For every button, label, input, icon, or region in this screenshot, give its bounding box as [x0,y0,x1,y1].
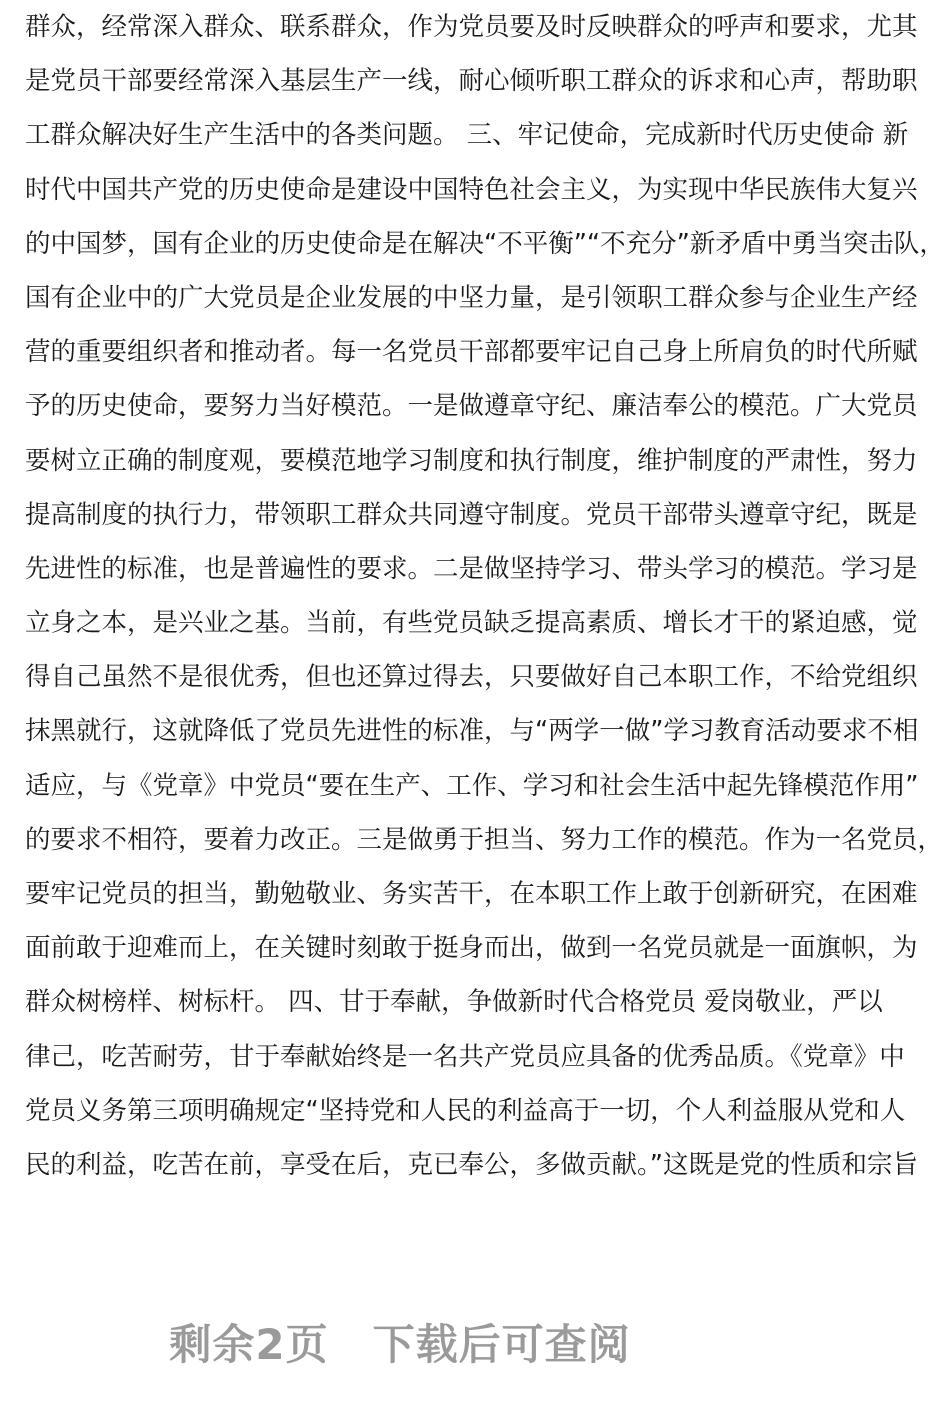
text-line: 党员义务第三项明确规定“坚持党和人民的利益高于一切，个人利益服从党和人 [25,1095,906,1126]
text-line: 抹黑就行，这就降低了党员先进性的标准，与“两学一做”学习教育活动要求不相 [25,716,919,747]
download-to-view-text[interactable]: 下载后可查阅 [372,1320,631,1369]
text-line: 工群众解决好生产生活中的各类问题。 三、牢记使命，完成新时代历史使命 新 [25,120,909,151]
text-line: 先进性的标准，也是普遍性的要求。二是做坚持学习、带头学习的模范。学习是 [25,553,918,584]
text-line: 得自己虽然不是很优秀，但也还算过得去，只要做好自己本职工作，不给党组织 [25,662,918,693]
text-line: 群众树榜样、树标杆。 四、甘于奉献，争做新时代合格党员 爱岗敬业，严以 [25,987,883,1018]
text-line: 民的利益，吃苦在前，享受在后，克已奉公，多做贡献。”这既是党的性质和宗旨 [25,1149,918,1180]
text-line: 要牢记党员的担当，勤勉敬业、务实苦干，在本职工作上敢于创新研究，在困难 [25,879,918,909]
text-line: 适应，与《党章》中党员“要在生产、工作、学习和社会生活中起先锋模范作用” [25,770,919,801]
text-line: 群众，经常深入群众、联系群众，作为党员要及时反映群众的呼声和要求，尤其 [25,12,918,42]
text-line: 面前敢于迎难而上，在关键时刻敢于挺身而出，做到一名党员就是一面旗帜，为 [25,933,918,964]
text-line: 的中国梦，国有企业的历史使命是在解决“不平衡”“不充分”新矛盾中勇当突击队， [25,228,945,259]
text-line: 予的历史使命，要努力当好模范。一是做遵章守纪、廉洁奉公的模范。广大党员 [25,391,918,422]
text-line: 时代中国共产党的历史使命是建设中国特色社会主义，为实现中华民族伟大复兴 [25,174,918,205]
text-line: 立身之本，是兴业之基。当前，有些党员缺乏提高素质、增长才干的紧迫感，觉 [25,608,918,639]
text-line: 国有企业中的广大党员是企业发展的中坚力量，是引领职工群众参与企业生产经 [25,282,918,313]
document-body [25,0,945,1192]
text-line: 律己，吃苦耐劳，甘于奉献始终是一名共产党员应具备的优秀品质。《党章》中 [25,1041,905,1072]
remaining-pages-text: 剩余2页 [169,1320,329,1369]
text-line: 要树立正确的制度观，要模范地学习制度和执行制度，维护制度的严肃性，努力 [25,445,918,476]
text-line: 提高制度的执行力，带领职工群众共同遵守制度。党员干部带头遵章守纪，既是 [25,499,918,530]
text-line: 的要求不相符，要着力改正。三是做勇于担当、努力工作的模范。作为一名党员， [25,824,944,855]
download-banner[interactable] [0,1312,800,1372]
text-line: 营的重要组织者和推动者。每一名党员干部都要牢记自己身上所肩负的时代所赋 [25,337,918,368]
text-line: 是党员干部要经常深入基层生产一线，耐心倾听职工群众的诉求和心声，帮助职 [25,66,918,97]
